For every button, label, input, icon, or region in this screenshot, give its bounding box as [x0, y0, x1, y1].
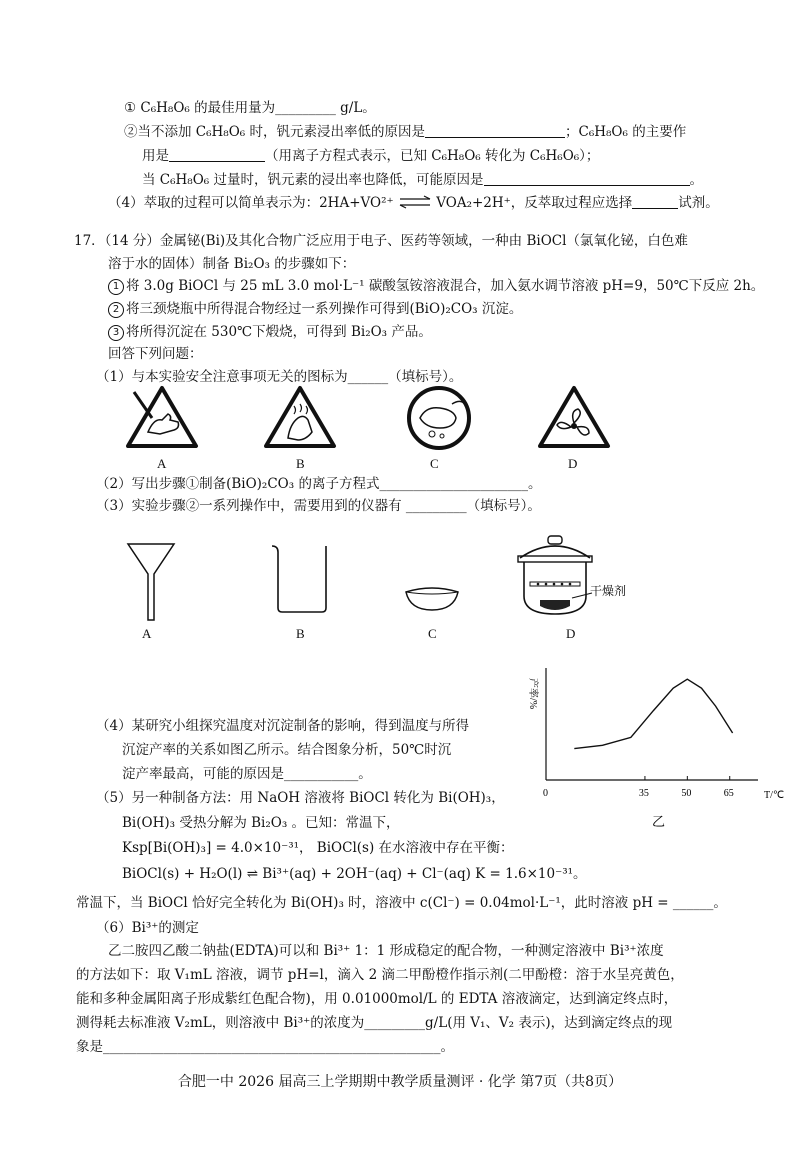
line-no-c6h8o6: [124, 122, 686, 143]
part-6-line5: 象是__________________________________________________。: [76, 1039, 454, 1055]
glove-hazard-icon: [124, 384, 200, 450]
answer-blank: [484, 171, 690, 186]
part-4-line2: 沉淀产率的关系如图乙所示。结合图象分析，50℃时沉: [122, 742, 452, 758]
text: 将所得沉淀在 530℃下煅烧，可得到 Bi₂O₃ 产品。: [126, 324, 432, 340]
x-tick-label: 65: [723, 788, 734, 799]
hot-surface-icon: [262, 384, 338, 450]
apparatus-label-d: D: [566, 626, 576, 641]
part-3: （3）实验步骤②一系列操作中，需要用到的仪器有 _________（填标号）。: [96, 498, 541, 514]
apparatus-label-a: A: [142, 626, 152, 641]
text: 用是: [142, 148, 169, 164]
part-1: （1）与本实验安全注意事项无关的图标为______（填标号）。: [96, 369, 463, 385]
hand-washing-icon: [404, 384, 474, 452]
y-axis-label: [527, 678, 540, 709]
pointer-line-icon: [572, 592, 592, 600]
text: 试剂。: [678, 195, 719, 211]
step-number: 2: [108, 302, 124, 318]
text: 当 C₆H₈O₆ 过量时，钒元素的浸出率也降低，可能原因是: [142, 172, 484, 188]
step-3: [108, 322, 432, 343]
icon-label-b: B: [296, 456, 305, 471]
part-4: （4）某研究小组探究温度对沉淀制备的影响，得到温度与所得: [96, 718, 470, 734]
part-6-line4: 测得耗去标准液 V₂mL，则溶液中 Bi³⁺的浓度为_________g/L(用 V₁、V₂ 表示)，达到滴定终点的现: [76, 1015, 673, 1031]
x-tick-label: 0: [543, 788, 548, 799]
step-number: 1: [108, 279, 124, 295]
part-6: （6）Bi³⁺的测定: [96, 920, 199, 936]
part-5: （5）另一种制备方法：用 NaOH 溶液将 BiOCl 转化为 Bi(OH)₃，: [96, 790, 505, 806]
chart-caption: 乙: [652, 814, 666, 829]
q17-intro: 17．（14 分）金属铋(Bi)及其化合物广泛应用于电子、医药等领域，一种由 BiOCl（氯氧化铋，白色难: [74, 233, 688, 249]
icon-label-c: C: [430, 456, 439, 471]
line-extraction: [108, 193, 719, 214]
part-5-ksp: Ksp[Bi(OH)₃] = 4.0×10⁻³¹， BiOCl(s) 在水溶液中存在平衡：: [122, 840, 514, 856]
yield-curve: [574, 679, 732, 748]
part-6-line2: 的方法如下：取 V₁mL 溶液，调节 pH=l，滴入 2 滴二甲酚橙作指示剂(二甲酚橙：溶于水呈亮黄色，: [76, 967, 684, 983]
text: ②当不添加 C₆H₈O₆ 时，钒元素浸出率低的原因是: [124, 124, 425, 140]
answer-blank: [425, 123, 565, 138]
part-5-question: 常温下，当 BiOCl 恰好完全转化为 Bi(OH)₃ 时，溶液中 c(Cl⁻) = 0.04mol·L⁻¹，此时溶液 pH = ______。: [76, 895, 727, 911]
x-tick-label: 35: [638, 788, 649, 799]
text: 将 3.0g BiOCl 与 25 mL 3.0 mol·L⁻¹ 碳酸氢铵溶液混合，加入氨水调节溶液 pH=9，50℃下反应 2h。: [126, 278, 765, 294]
text: （用离子方程式表示，已知 C₆H₈O₆ 转化为 C₆H₆O₆）；: [265, 148, 600, 164]
text: VOA₂+2H⁺，反萃取过程应选择: [436, 195, 633, 211]
icon-label-d: D: [568, 456, 578, 471]
answer-prompt: 回答下列问题：: [108, 346, 203, 362]
line-main-role: [142, 146, 599, 167]
part-6-line3: 能和多种金属阳离子形成紫红色配合物)，用 0.01000mol/L 的 EDTA 溶液滴定，达到滴定终点时，: [76, 991, 678, 1007]
icon-label-a: A: [157, 456, 167, 471]
text: 将三颈烧瓶中所得混合物经过一系列操作可得到(BiO)₂CO₃ 沉淀。: [126, 301, 523, 317]
funnel-icon: [126, 540, 176, 622]
text: 。: [689, 172, 703, 188]
equilibrium-arrow-icon: [398, 195, 432, 209]
ventilation-fan-icon: [536, 384, 612, 450]
line-c6h8o6-dose: ① C₆H₈O₆ 的最佳用量为_________ g/L。: [124, 100, 376, 116]
step-1: [108, 276, 764, 297]
part-5-equilibrium: BiOCl(s) + H₂O(l) ⇌ Bi³⁺(aq) + 2OH⁻(aq) + Cl⁻(aq) K = 1.6×10⁻³¹。: [122, 866, 587, 882]
answer-blank: [632, 194, 678, 209]
x-axis-label: T/℃: [764, 790, 785, 801]
apparatus-label-b: B: [296, 626, 305, 641]
y-axis-label-text: 产率/%: [527, 678, 538, 710]
desiccant-label: 干燥剂: [590, 584, 627, 598]
step-2: [108, 299, 522, 320]
text: （4）萃取的过程可以简单表示为：2HA+VO²⁺: [108, 195, 394, 211]
beaker-icon: [270, 544, 332, 614]
line-excess: [142, 170, 703, 191]
yield-temperature-chart: [518, 660, 785, 832]
text: ；C₆H₈O₆ 的主要作: [565, 124, 687, 140]
part-4-line3: 淀产率最高，可能的原因是___________。: [122, 766, 372, 782]
apparatus-label-c: C: [428, 626, 437, 641]
step-number: 3: [108, 325, 124, 341]
x-tick-label: 50: [681, 788, 692, 799]
q17-intro-2: 溶于水的固体）制备 Bi₂O₃ 的步骤如下：: [108, 256, 356, 272]
part-6-line1: 乙二胺四乙酸二钠盐(EDTA)可以和 Bi³⁺ 1：1 形成稳定的配合物，一种测定溶液中 Bi³⁺浓度: [108, 943, 664, 959]
page-footer: 合肥一中 2026 届高三上学期期中教学质量测评 · 化学 第7页（共8页）: [177, 1074, 623, 1090]
answer-blank: [169, 147, 265, 162]
evaporating-dish-icon: [404, 586, 460, 614]
part-2: （2）写出步骤①制备(BiO)₂CO₃ 的离子方程式______________________。: [96, 476, 542, 492]
part-5-line2: Bi(OH)₃ 受热分解为 Bi₂O₃ 。已知：常温下，: [122, 815, 400, 831]
desiccator-icon: [514, 534, 596, 622]
